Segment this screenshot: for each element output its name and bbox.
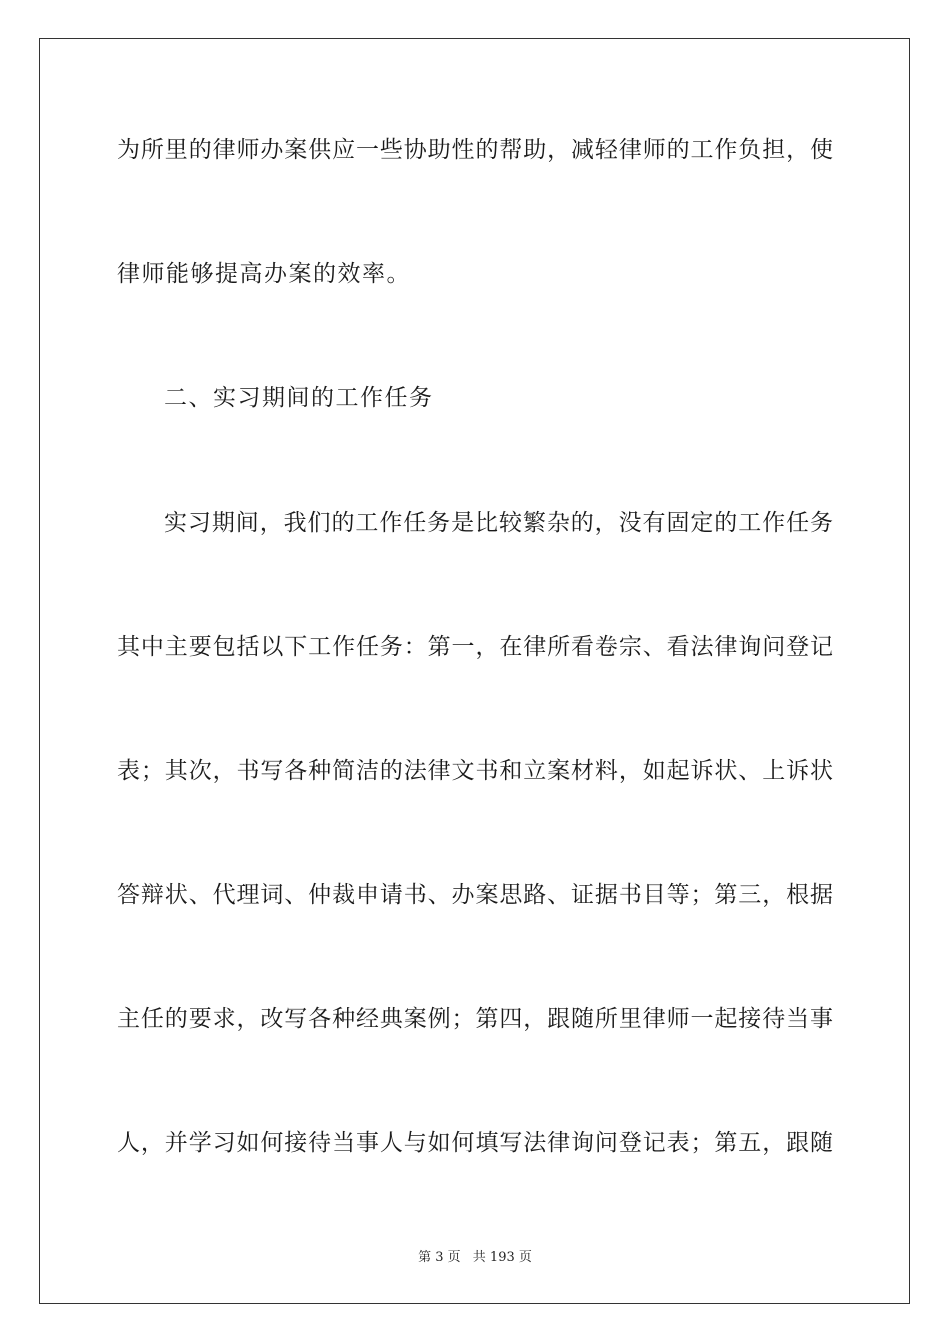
body-text-line-5: 表；其次，书写各种简洁的法律文书和立案材料，如起诉状、上诉状 <box>117 758 833 784</box>
body-text-line-3: 实习期间，我们的工作任务是比较繁杂的，没有固定的工作任务 <box>164 510 833 536</box>
body-text-line-7: 主任的要求，改写各种经典案例；第四，跟随所里律师一起接待当事 <box>117 1006 833 1032</box>
body-text-line-8: 人，并学习如何接待当事人与如何填写法律询问登记表；第五，跟随 <box>117 1130 833 1156</box>
body-text-line-4: 其中主要包括以下工作任务：第一，在律所看卷宗、看法律询问登记 <box>117 634 833 660</box>
page-number: 第 3 页 <box>418 1250 461 1265</box>
total-pages: 共 193 页 <box>472 1250 532 1265</box>
body-text-line-1: 为所里的律师办案供应一些协助性的帮助，减轻律师的工作负担，使 <box>117 137 833 163</box>
body-text-line-6: 答辩状、代理词、仲裁申请书、办案思路、证据书目等；第三，根据 <box>117 882 833 908</box>
body-text-line-2: 律师能够提高办案的效率。 <box>117 261 411 287</box>
section-heading: 二、实习期间的工作任务 <box>164 385 434 411</box>
page-border <box>39 38 910 1304</box>
page-footer <box>0 1246 950 1265</box>
